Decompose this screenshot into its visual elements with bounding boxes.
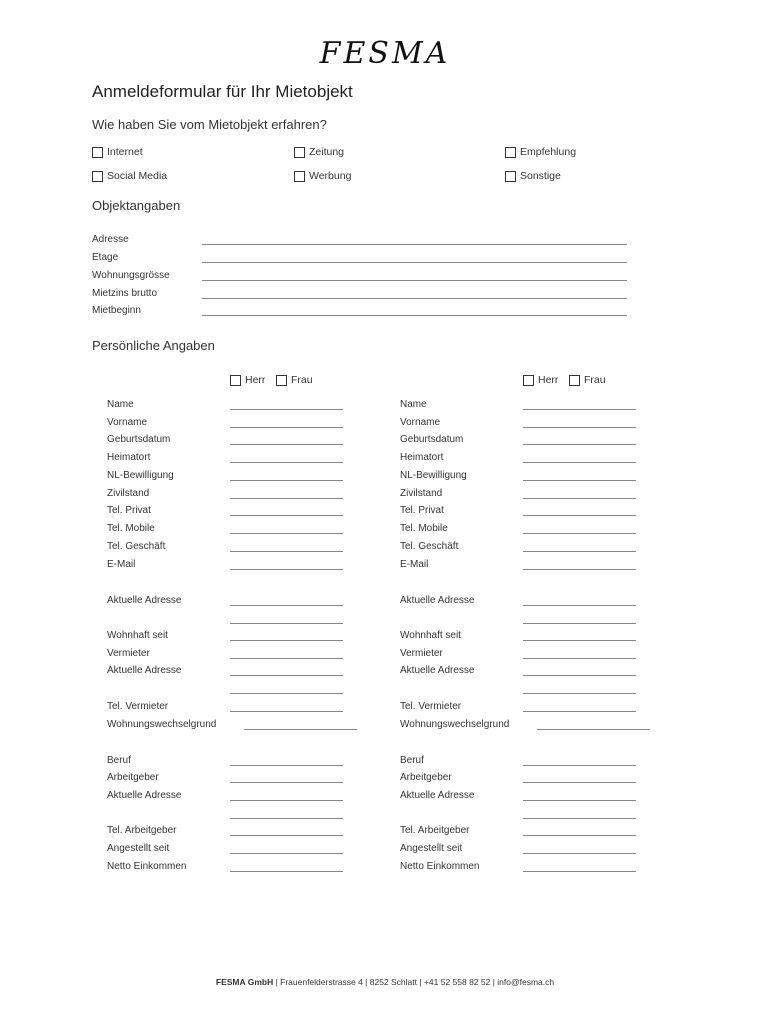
field-label: Aktuelle Adresse <box>400 790 475 801</box>
page-title: Anmeldeformular für Ihr Mietobjekt <box>92 82 353 101</box>
personal-field-row-right[interactable] <box>400 613 660 627</box>
personal-field-row-right[interactable] <box>400 488 660 502</box>
input-line[interactable] <box>230 515 343 516</box>
personal-field-row-left[interactable] <box>107 505 367 519</box>
input-line[interactable] <box>230 444 343 445</box>
input-line[interactable] <box>202 280 627 281</box>
input-line[interactable] <box>523 765 636 766</box>
input-line[interactable] <box>230 853 343 854</box>
personal-field-row-right[interactable] <box>400 861 660 875</box>
checkbox-zeitung[interactable]: Zeitung <box>294 146 344 158</box>
fesma-logo: FESMA <box>319 36 451 71</box>
input-line[interactable] <box>230 782 343 783</box>
field-label: Geburtsdatum <box>400 434 464 445</box>
input-line[interactable] <box>230 675 343 676</box>
field-label: Zivilstand <box>107 488 150 499</box>
input-line[interactable] <box>202 315 627 316</box>
field-label: Wohnungswechselgrund <box>107 719 217 730</box>
input-line[interactable] <box>230 409 343 410</box>
personal-field-row-right[interactable] <box>400 470 660 484</box>
object-field-row[interactable] <box>92 288 627 302</box>
personal-field-row-right[interactable] <box>400 843 660 857</box>
checkbox-icon[interactable] <box>230 375 241 386</box>
input-line[interactable] <box>523 835 636 836</box>
field-label: Tel. Arbeitgeber <box>107 825 177 836</box>
input-line[interactable] <box>523 782 636 783</box>
personal-field-row-right[interactable] <box>400 790 660 804</box>
field-label: Wohnungsgrösse <box>92 270 170 281</box>
input-line[interactable] <box>230 658 343 659</box>
field-label: Arbeitgeber <box>107 772 159 783</box>
source-heading: Wie haben Sie vom Mietobjekt erfahren? <box>92 117 327 132</box>
field-label: Arbeitgeber <box>400 772 452 783</box>
personal-field-row-right[interactable] <box>400 825 660 839</box>
checkbox-empfehlung[interactable]: Empfehlung <box>505 146 576 158</box>
object-field-row[interactable] <box>92 270 627 284</box>
input-line[interactable] <box>202 244 627 245</box>
footer-contact: | Frauenfelderstrasse 4 | 8252 Schlatt | +41 52 558 82 52 | info@fesma.ch <box>273 977 555 987</box>
field-label: Geburtsdatum <box>107 434 171 445</box>
personal-field-row-right[interactable] <box>400 523 660 537</box>
personal-field-row-right[interactable] <box>400 595 660 609</box>
checkbox-icon[interactable] <box>276 375 287 386</box>
field-label: Aktuelle Adresse <box>400 665 475 676</box>
object-field-row[interactable] <box>92 234 627 248</box>
personal-field-row-left[interactable] <box>107 559 367 573</box>
personal-field-row-left[interactable] <box>107 683 367 697</box>
personal-field-row-left[interactable] <box>107 523 367 537</box>
personal-field-row-left[interactable] <box>107 719 367 733</box>
personal-field-row-left[interactable] <box>107 541 367 555</box>
field-label: Tel. Vermieter <box>107 701 169 712</box>
input-line[interactable] <box>244 729 357 730</box>
input-line[interactable] <box>230 818 343 819</box>
field-label: Beruf <box>107 755 131 766</box>
personal-field-row-right[interactable] <box>400 630 660 644</box>
field-label: Heimatort <box>400 452 444 463</box>
personal-field-row-left[interactable] <box>107 665 367 679</box>
personal-field-row-left[interactable] <box>107 790 367 804</box>
field-label: Vorname <box>107 417 148 428</box>
checkbox-sonstige[interactable]: Sonstige <box>505 170 561 182</box>
personal-field-row-left[interactable] <box>107 861 367 875</box>
input-line[interactable] <box>230 427 343 428</box>
field-label: E-Mail <box>400 559 429 570</box>
personal-field-row-left[interactable] <box>107 772 367 786</box>
input-line[interactable] <box>523 640 636 641</box>
field-label: Mietzins brutto <box>92 288 158 299</box>
field-label: Wohnhaft seit <box>107 630 168 641</box>
personal-field-row-right[interactable] <box>400 755 660 769</box>
field-label: Tel. Arbeitgeber <box>400 825 470 836</box>
input-line[interactable] <box>523 623 636 624</box>
personal-field-row-left[interactable] <box>107 613 367 627</box>
field-label: Vorname <box>400 417 441 428</box>
object-heading: Objektangaben <box>92 198 181 213</box>
input-line[interactable] <box>230 605 343 606</box>
field-label: Tel. Geschäft <box>400 541 459 552</box>
input-line[interactable] <box>523 800 636 801</box>
field-label: Tel. Privat <box>400 505 444 516</box>
personal-heading: Persönliche Angaben <box>92 338 215 353</box>
input-line[interactable] <box>230 498 343 499</box>
field-label: E-Mail <box>107 559 136 570</box>
input-line[interactable] <box>523 462 636 463</box>
field-label: Tel. Vermieter <box>400 701 462 712</box>
field-label: Tel. Mobile <box>400 523 448 534</box>
field-label: Aktuelle Adresse <box>107 665 182 676</box>
input-line[interactable] <box>230 800 343 801</box>
field-label: Name <box>400 399 427 410</box>
checkbox-icon[interactable] <box>294 147 305 158</box>
personal-field-row-left[interactable] <box>107 630 367 644</box>
object-field-row[interactable] <box>92 252 627 266</box>
input-line[interactable] <box>230 871 343 872</box>
checkbox-icon[interactable] <box>294 171 305 182</box>
checkbox-werbung[interactable]: Werbung <box>294 170 351 182</box>
personal-field-row-right[interactable] <box>400 541 660 555</box>
input-line[interactable] <box>523 675 636 676</box>
input-line[interactable] <box>523 551 636 552</box>
field-label: Adresse <box>92 234 129 245</box>
personal-field-row-left[interactable] <box>107 843 367 857</box>
field-label: Angestellt seit <box>107 843 170 854</box>
personal-field-row-right[interactable] <box>400 417 660 431</box>
input-line[interactable] <box>523 427 636 428</box>
field-label: Vermieter <box>107 648 150 659</box>
input-line[interactable] <box>523 711 636 712</box>
personal-field-row-left[interactable] <box>107 470 367 484</box>
personal-field-row-right[interactable] <box>400 399 660 413</box>
field-label: Heimatort <box>107 452 151 463</box>
field-label: Beruf <box>400 755 424 766</box>
input-line[interactable] <box>230 533 343 534</box>
field-label: Vermieter <box>400 648 443 659</box>
field-label: Aktuelle Adresse <box>400 595 475 606</box>
personal-field-row-right[interactable] <box>400 505 660 519</box>
field-label: Mietbeginn <box>92 305 141 316</box>
input-line[interactable] <box>523 658 636 659</box>
checkbox-frau-right[interactable]: Frau <box>569 374 606 386</box>
field-label: Netto Einkommen <box>107 861 187 872</box>
personal-field-row-left[interactable] <box>107 399 367 413</box>
checkbox-herr-right[interactable]: Herr <box>523 374 558 386</box>
input-line[interactable] <box>230 835 343 836</box>
input-line[interactable] <box>537 729 650 730</box>
field-label: Zivilstand <box>400 488 443 499</box>
input-line[interactable] <box>523 533 636 534</box>
input-line[interactable] <box>230 569 343 570</box>
field-label: Tel. Geschäft <box>107 541 166 552</box>
personal-field-row-right[interactable] <box>400 719 660 733</box>
personal-field-row-left[interactable] <box>107 452 367 466</box>
checkbox-icon[interactable] <box>92 171 103 182</box>
checkbox-social-media[interactable]: Social Media <box>92 170 167 182</box>
field-label: NL-Bewilligung <box>107 470 174 481</box>
input-line[interactable] <box>230 480 343 481</box>
field-label: Aktuelle Adresse <box>107 595 182 606</box>
input-line[interactable] <box>523 480 636 481</box>
input-line[interactable] <box>523 569 636 570</box>
input-line[interactable] <box>523 818 636 819</box>
personal-field-row-right[interactable] <box>400 683 660 697</box>
personal-field-row-right[interactable] <box>400 434 660 448</box>
input-line[interactable] <box>523 409 636 410</box>
checkbox-icon[interactable] <box>92 147 103 158</box>
input-line[interactable] <box>523 853 636 854</box>
input-line[interactable] <box>523 444 636 445</box>
input-line[interactable] <box>523 498 636 499</box>
personal-field-row-left[interactable] <box>107 595 367 609</box>
footer-company: FESMA GmbH <box>215 977 274 987</box>
field-label: NL-Bewilligung <box>400 470 467 481</box>
field-label: Tel. Mobile <box>107 523 155 534</box>
personal-field-row-left[interactable] <box>107 648 367 662</box>
checkbox-frau-left[interactable]: Frau <box>276 374 313 386</box>
input-line[interactable] <box>230 462 343 463</box>
input-line[interactable] <box>230 551 343 552</box>
field-label: Aktuelle Adresse <box>107 790 182 801</box>
checkbox-icon[interactable] <box>569 375 580 386</box>
personal-field-row-right[interactable] <box>400 452 660 466</box>
personal-field-row-right[interactable] <box>400 559 660 573</box>
personal-field-row-left[interactable] <box>107 808 367 822</box>
field-label: Wohnhaft seit <box>400 630 461 641</box>
personal-field-row-left[interactable] <box>107 755 367 769</box>
field-label: Etage <box>92 252 119 263</box>
personal-field-row-left[interactable] <box>107 488 367 502</box>
input-line[interactable] <box>523 515 636 516</box>
personal-field-row-right[interactable] <box>400 808 660 822</box>
input-line[interactable] <box>202 298 627 299</box>
field-label: Angestellt seit <box>400 843 463 854</box>
personal-field-row-right[interactable] <box>400 701 660 715</box>
personal-field-row-right[interactable] <box>400 772 660 786</box>
field-label: Name <box>107 399 134 410</box>
checkbox-icon[interactable] <box>505 171 516 182</box>
field-label: Tel. Privat <box>107 505 151 516</box>
input-line[interactable] <box>523 693 636 694</box>
checkbox-icon[interactable] <box>505 147 516 158</box>
footer <box>0 977 770 987</box>
personal-field-row-right[interactable] <box>400 648 660 662</box>
personal-field-row-left[interactable] <box>107 701 367 715</box>
personal-field-row-right[interactable] <box>400 665 660 679</box>
input-line[interactable] <box>523 605 636 606</box>
input-line[interactable] <box>230 711 343 712</box>
field-label: Netto Einkommen <box>400 861 480 872</box>
personal-field-row-left[interactable] <box>107 434 367 448</box>
input-line[interactable] <box>202 262 627 263</box>
checkbox-herr-left[interactable]: Herr <box>230 374 265 386</box>
checkbox-internet[interactable]: Internet <box>92 146 143 158</box>
checkbox-icon[interactable] <box>523 375 534 386</box>
personal-field-row-left[interactable] <box>107 417 367 431</box>
object-field-row[interactable] <box>92 305 627 319</box>
input-line[interactable] <box>230 640 343 641</box>
personal-field-row-left[interactable] <box>107 825 367 839</box>
input-line[interactable] <box>230 693 343 694</box>
field-label: Wohnungswechselgrund <box>400 719 510 730</box>
input-line[interactable] <box>230 623 343 624</box>
input-line[interactable] <box>523 871 636 872</box>
input-line[interactable] <box>230 765 343 766</box>
